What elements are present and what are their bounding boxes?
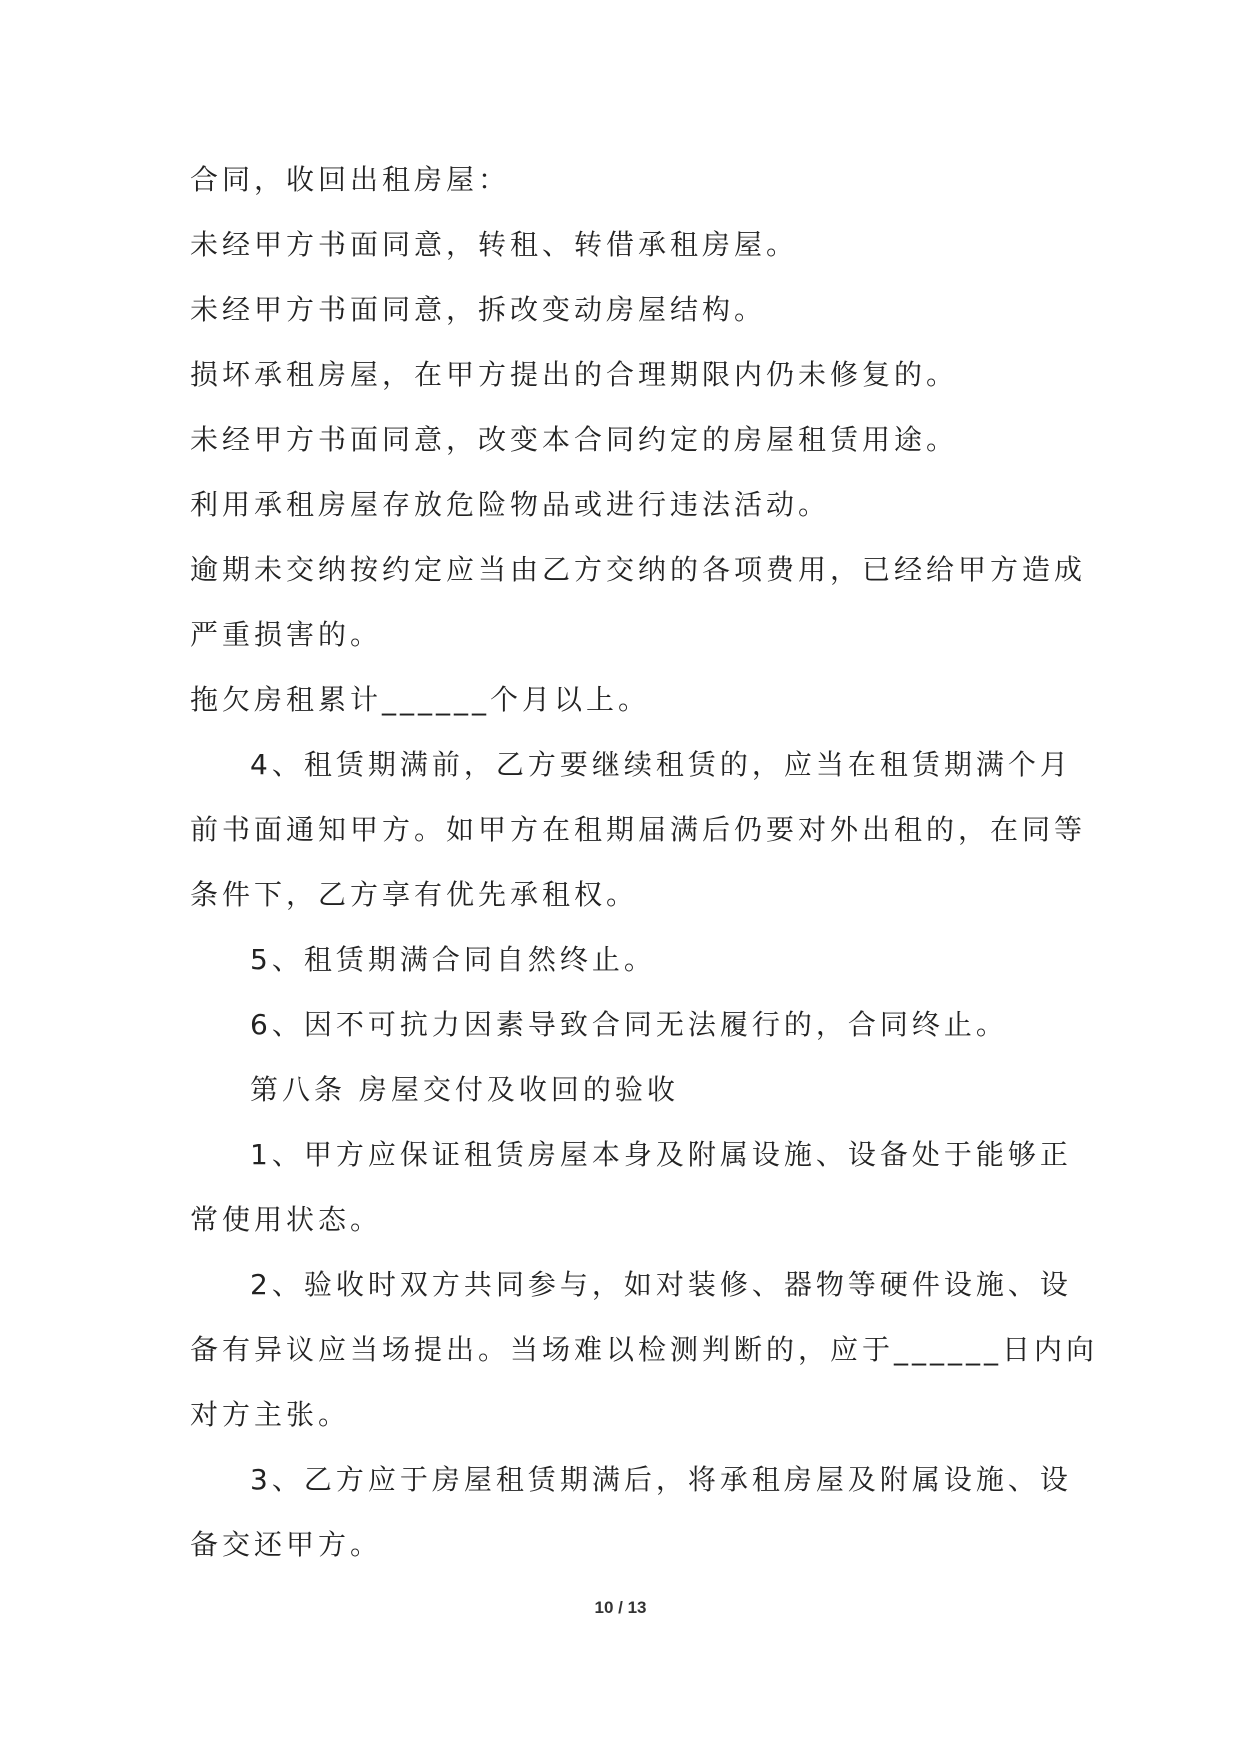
text-line: 6、因不可抗力因素导致合同无法履行的，合同终止。 (250, 1008, 1008, 1041)
text-line: 利用承租房屋存放危险物品或进行违法活动。 (190, 488, 831, 521)
text-line: 严重损害的。 (190, 618, 383, 651)
text-line: 未经甲方书面同意，转租、转借承租房屋。 (190, 228, 799, 261)
text-line: 合同，收回出租房屋： (190, 163, 511, 196)
text-line: 条件下，乙方享有优先承租权。 (190, 878, 639, 911)
text-line: 拖欠房租累计______个月以上。 (190, 683, 651, 716)
text-line: 5、租赁期满合同自然终止。 (250, 943, 656, 976)
text-line: 常使用状态。 (190, 1203, 383, 1236)
text-line: 备有异议应当场提出。当场难以检测判断的，应于______日内向 (190, 1333, 1099, 1366)
text-line: 未经甲方书面同意，拆改变动房屋结构。 (190, 293, 767, 326)
text-line: 3、乙方应于房屋租赁期满后，将承租房屋及附属设施、设 (250, 1463, 1072, 1496)
page-number: 10 / 13 (594, 1598, 647, 1617)
text-line: 逾期未交纳按约定应当由乙方交纳的各项费用，已经给甲方造成 (190, 553, 1087, 586)
text-line: 损坏承租房屋，在甲方提出的合理期限内仍未修复的。 (190, 358, 959, 391)
text-line: 对方主张。 (190, 1398, 351, 1431)
text-line: 1、甲方应保证租赁房屋本身及附属设施、设备处于能够正 (250, 1138, 1072, 1171)
section-heading: 第八条 房屋交付及收回的验收 (250, 1073, 679, 1106)
text-line: 前书面通知甲方。如甲方在租期届满后仍要对外出租的，在同等 (190, 813, 1087, 846)
text-line: 备交还甲方。 (190, 1528, 383, 1561)
text-line: 4、租赁期满前，乙方要继续租赁的，应当在租赁期满个月 (250, 748, 1072, 781)
text-line: 2、验收时双方共同参与，如对装修、器物等硬件设施、设 (250, 1268, 1072, 1301)
text-line: 未经甲方书面同意，改变本合同约定的房屋租赁用途。 (190, 423, 959, 456)
